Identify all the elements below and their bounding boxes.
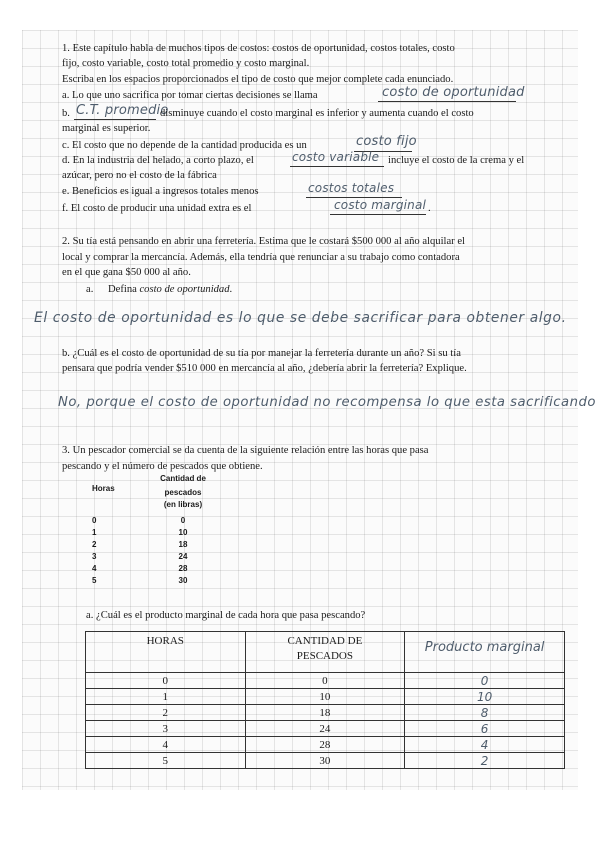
t1-row-hours: 1: [92, 528, 97, 537]
t1-row-qty: 24: [178, 552, 188, 561]
q1-f-end: .: [428, 203, 431, 214]
q2-a-question: [108, 283, 232, 296]
q2-a-label: a.: [86, 284, 94, 295]
marginal-product-table: [85, 631, 565, 769]
t2-cell-marginal: 6: [405, 721, 565, 737]
q1-f-answer: costo marginal: [334, 198, 427, 212]
t1-row-qty: 28: [178, 564, 188, 573]
t1-header-hours: Horas: [92, 484, 115, 493]
t2-cell-hours: 3: [86, 721, 246, 737]
q1-e-answer: costos totales: [308, 181, 395, 195]
q2-text-line2: local y comprar la mercancía. Además, ella tendría que renunciar a su trabajo como contadora: [62, 252, 460, 263]
table-row: [86, 721, 565, 737]
t2-cell-marginal: 0: [405, 673, 565, 689]
table-row: [86, 689, 565, 705]
t2-cell-hours: 5: [86, 753, 246, 769]
q1-d-answer: costo variable: [292, 150, 380, 164]
t2-header-qty-1: CANTIDAD DE: [287, 635, 363, 647]
q1-b-text-2: marginal es superior.: [62, 123, 151, 134]
q3-text-line1: 3. Un pescador comercial se da cuenta de la siguiente relación entre las horas que pasa: [62, 445, 429, 456]
t2-header-qty-2: PESCADOS: [296, 650, 353, 662]
t1-row-hours: 0: [92, 516, 97, 525]
q1-intro-line1: 1. Este capítulo habla de muchos tipos de costos: costos de oportunidad, costos totales, costo: [62, 43, 455, 54]
q2-text-line1: 2. Su tía está pensando en abrir una ferretería. Estima que le costará $500 000 al año alquilar el: [62, 236, 466, 247]
t1-row-hours: 4: [92, 564, 97, 573]
t1-header-qty-1: Cantidad de: [160, 474, 206, 483]
t2-cell-marginal: 8: [405, 705, 565, 721]
q2-b-answer: No, porque el costo de oportunidad no recompensa lo que esta sacrificando: [58, 395, 596, 410]
q1-intro-line2: fijo, costo variable, costo total promedio y costo marginal.: [62, 58, 310, 69]
q2-b-text-line2: pensara que podría vender $510 000 en mercancía al año, ¿debería abrir la ferretería? Explique.: [62, 363, 467, 374]
q2-text-line3: en el que gana $50 000 al año.: [62, 267, 191, 278]
table-row: [86, 705, 565, 721]
table-row: [86, 673, 565, 689]
t1-header-qty-2: pescados: [164, 488, 202, 497]
q1-b-text: disminuye cuando el costo marginal es inferior y aumenta cuando el costo: [160, 108, 474, 119]
q1-instruction: Escriba en los espacios proporcionados el tipo de costo que mejor complete cada enunciado.: [62, 74, 454, 85]
t2-cell-marginal: 2: [405, 753, 565, 769]
q2-a-end: .: [229, 284, 233, 295]
q3-a-question: a. ¿Cuál es el producto marginal de cada hora que pasa pescando?: [86, 610, 366, 621]
t1-row-qty: 18: [178, 540, 188, 549]
table-row: [86, 737, 565, 753]
t2-header-marginal: Producto marginal: [405, 632, 565, 673]
t2-header-qty: [245, 632, 405, 673]
q1-a-text: a. Lo que uno sacrifica por tomar ciertas decisiones se llama: [62, 90, 318, 101]
t1-header-qty-3: (en libras): [163, 500, 203, 509]
q1-a-answer: costo de oportunidad: [382, 85, 525, 100]
q1-e-text: e. Beneficios es igual a ingresos totales menos: [62, 186, 259, 197]
t2-cell-qty: 10: [245, 689, 405, 705]
q1-b-blank: [74, 119, 156, 120]
q1-f-blank: [330, 214, 426, 215]
table-row: [86, 753, 565, 769]
q1-b-prefix: b.: [62, 108, 70, 119]
t2-cell-qty: 18: [245, 705, 405, 721]
t2-cell-marginal: 10: [405, 689, 565, 705]
q2-a-answer: El costo de oportunidad es lo que se debe sacrificar para obtener algo.: [34, 310, 567, 326]
t2-header-hours: HORAS: [86, 632, 246, 673]
q1-b-answer: C.T. promedio: [76, 103, 169, 118]
q1-c-answer: costo fijo: [356, 134, 417, 149]
t1-row-qty: 0: [180, 516, 186, 525]
q3-text-line2: pescando y el número de pescados que obtiene.: [62, 461, 263, 472]
q2-a-question-italic: costo de oportunidad: [139, 284, 230, 295]
q1-d-text-3: azúcar, pero no el costo de la fábrica: [62, 170, 217, 181]
t2-cell-qty: 30: [245, 753, 405, 769]
q1-f-text: f. El costo de producir una unidad extra es el: [62, 203, 252, 214]
q2-a-question-plain: Defina: [108, 284, 137, 295]
t2-cell-qty: 24: [245, 721, 405, 737]
t1-row-hours: 2: [92, 540, 97, 549]
t2-cell-hours: 4: [86, 737, 246, 753]
t2-cell-hours: 0: [86, 673, 246, 689]
q2-b-text-line1: b. ¿Cuál es el costo de oportunidad de su tía por manejar la ferretería durante un año? Si su tía: [62, 348, 461, 359]
q1-c-text: c. El costo que no depende de la cantidad producida es un: [62, 140, 307, 151]
t1-row-qty: 10: [178, 528, 188, 537]
q1-d-text-2: incluye el costo de la crema y el: [388, 155, 525, 166]
t2-cell-marginal: 4: [405, 737, 565, 753]
t2-cell-qty: 0: [245, 673, 405, 689]
q1-d-blank: [290, 166, 384, 167]
t1-row-hours: 3: [92, 552, 97, 561]
t2-cell-hours: 2: [86, 705, 246, 721]
q1-d-text-1: d. En la industria del helado, a corto plazo, el: [62, 155, 254, 166]
t1-row-qty: 30: [178, 576, 188, 585]
q1-a-blank: [378, 101, 516, 102]
t1-row-hours: 5: [92, 576, 97, 585]
t2-cell-hours: 1: [86, 689, 246, 705]
t2-cell-qty: 28: [245, 737, 405, 753]
